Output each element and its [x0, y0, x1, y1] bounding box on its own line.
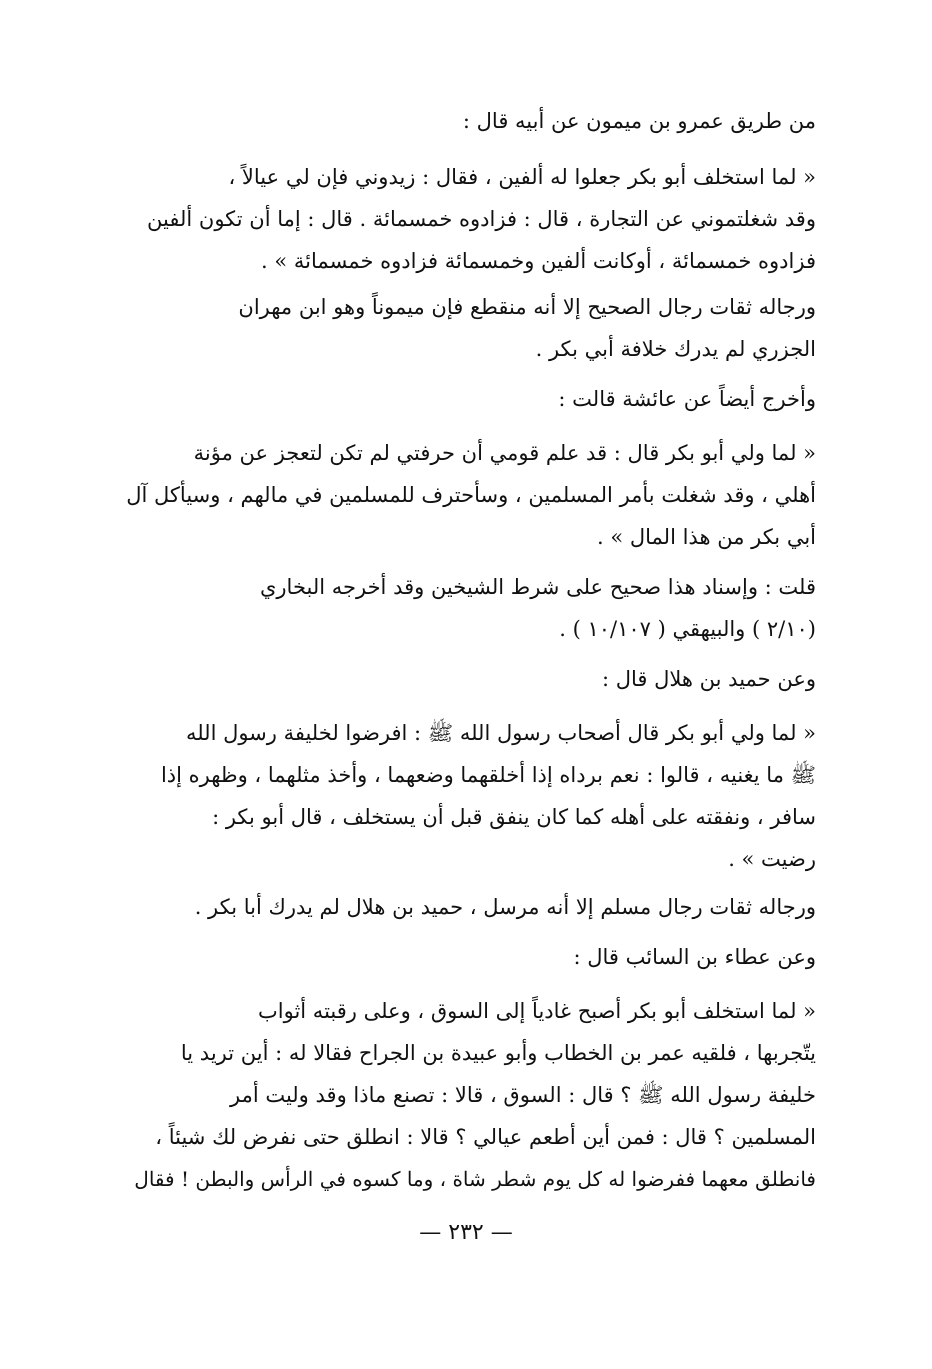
book-page [60, 0, 872, 1369]
text-line: فزادوه خمسمائة ، أوكانت ألفين وخمسمائة فزادوه خمسمائة » . [261, 249, 816, 273]
paragraph-11 [126, 990, 816, 1200]
text-line: أبي بكر من هذا المال » . [597, 525, 816, 549]
paragraph-1 [126, 100, 816, 142]
text-line: المسلمين ؟ قال : فمن أين أطعم عيالي ؟ قالا : انطلق حتى نفرض لك شيئاً ، [155, 1125, 816, 1149]
paragraph-10 [126, 936, 816, 978]
paragraph-6 [126, 566, 816, 650]
text-line: يتّجربها ، فلقيه عمر بن الخطاب وأبو عبيدة بن الجراح فقالا له : أين تريد يا [180, 1041, 816, 1065]
page-number: — ٢٣٢ — [419, 1220, 513, 1245]
paragraph-3 [126, 286, 816, 370]
text-line: سافر ، ونفقته على أهله كما كان ينفق قبل أن يستخلف ، قال أبو بكر : [212, 805, 816, 829]
paragraph-4 [126, 378, 816, 420]
text-line: « لما ولي أبو بكر قال أصحاب رسول الله ﷺ : افرضوا لخليفة رسول الله [185, 721, 816, 745]
text-line: فانطلق معهما ففرضوا له كل يوم شطر شاة ، وما كسوه في الرأس والبطن ! فقال [134, 1167, 816, 1191]
paragraph-9 [126, 886, 816, 928]
text-line: وعن حميد بن هلال قال : [602, 667, 816, 691]
text-line: (٢/١٠ ) والبيهقي ( ١٠/١٠٧ ) . [559, 617, 816, 641]
text-line: الجزري لم يدرك خلافة أبي بكر . [535, 337, 816, 361]
paragraph-2 [126, 156, 816, 282]
text-line: وقد شغلتموني عن التجارة ، قال : فزادوه خمسمائة . قال : إما أن تكون ألفين [147, 207, 816, 231]
paragraph-7 [126, 658, 816, 700]
text-line: خليفة رسول الله ﷺ ؟ قال : السوق ، قالا : تصنع ماذا وقد وليت أمر [229, 1083, 816, 1107]
text-line: قلت : وإسناد هذا صحيح على شرط الشيخين وقد أخرجه البخاري [259, 575, 816, 599]
paragraph-8 [126, 712, 816, 880]
text-line: « لما استخلف أبو بكر جعلوا له ألفين ، فقال : زيدوني فإن لي عيالاً ، [228, 165, 816, 189]
text-line: ﷺ ما يغنيه ، قالوا : نعم برداه إذا أخلقهما وضعهما ، وأخذ مثلهما ، وظهره إذا [160, 763, 816, 787]
text-line: وأخرج أيضاً عن عائشة قالت : [558, 387, 816, 411]
text-line: ورجاله ثقات رجال الصحيح إلا أنه منقطع فإن ميموناً وهو ابن مهران [238, 295, 816, 319]
text-line: « لما استخلف أبو بكر أصبح غادياً إلى السوق ، وعلى رقبته أثواب [258, 999, 816, 1023]
text-line: « لما ولي أبو بكر قال : قد علم قومي أن حرفتي لم تكن لتعجز عن مؤنة [193, 441, 816, 465]
text-line: وعن عطاء بن السائب قال : [573, 945, 816, 969]
text-line: من طريق عمرو بن ميمون عن أبيه قال : [462, 109, 816, 133]
text-line: رضيت » . [728, 847, 816, 871]
paragraph-5 [126, 432, 816, 558]
text-line: أهلي ، وقد شغلت بأمر المسلمين ، وسأحترف للمسلمين في مالهم ، وسيأكل آل [126, 483, 816, 507]
text-line: ورجاله ثقات رجال مسلم إلا أنه مرسل ، حميد بن هلال لم يدرك أبا بكر . [194, 895, 816, 919]
